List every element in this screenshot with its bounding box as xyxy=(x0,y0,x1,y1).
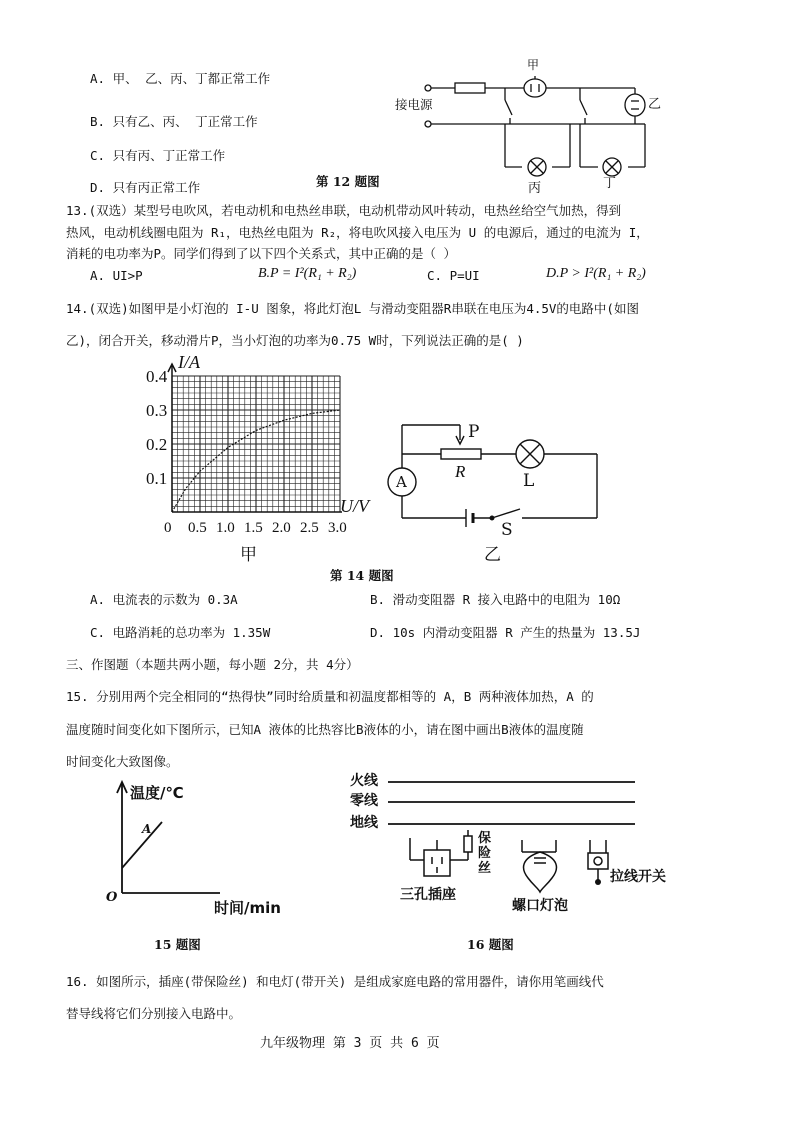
q13-option-b: B.P = I²(R₁ + R₂) xyxy=(258,266,357,281)
q16-line1: 16. 如图所示，插座(带保险丝) 和电灯(带开关) 是组成家庭电路的常用器件，请你用笔画线代 xyxy=(66,974,604,989)
q14-circuit-R: R xyxy=(455,462,466,481)
q12-caption: 第 12 题图 xyxy=(316,174,380,189)
q16-switch-label: 拉线开关 xyxy=(610,869,666,885)
q15-graph-origin: O xyxy=(106,890,118,905)
x-tick-label: 3.0 xyxy=(328,520,347,536)
q13-line1: 13.(双选）某型号电吹风，若电动机和电热丝串联，电动机带动风叶转动，电热丝给空气加热，得到 xyxy=(66,203,622,218)
x-tick-label: 1.0 xyxy=(216,520,235,536)
x-tick-label: 0 xyxy=(164,520,172,536)
q16-line2: 替导线将它们分别接入电路中。 xyxy=(66,1006,242,1021)
y-tick-label: 0.4 xyxy=(146,367,168,386)
q14-graph-ylabel: I/A xyxy=(178,352,200,372)
x-tick-label: 2.5 xyxy=(300,520,319,536)
q14-option-d: D. 10s 内滑动变阻器 R 产生的热量为 13.5J xyxy=(370,625,641,640)
q13-option-a: A. UI>P xyxy=(90,268,143,283)
q12-label-ding: 丁 xyxy=(603,176,617,191)
q15-line3: 时间变化大致图像。 xyxy=(66,754,179,769)
x-tick-label: 1.5 xyxy=(244,520,263,536)
q12-option-b: B. 只有乙、丙、 丁正常工作 xyxy=(90,114,258,129)
q15-line2: 温度随时间变化如下图所示，已知A 液体的比热容比B液体的小，请在图中画出B液体的温度随 xyxy=(66,722,584,737)
q12-option-c: C. 只有丙、丁正常工作 xyxy=(90,148,226,163)
q14-circuit-L: L xyxy=(523,471,535,491)
q14-line2: 乙)，闭合开关，移动滑片P，当小灯泡的功率为0.75 W时，下列说法正确的是( ) xyxy=(66,333,524,348)
q12-label-jia: 甲 xyxy=(527,58,540,72)
q16-fuse-label: 保险丝 xyxy=(478,831,492,876)
q15-caption: 15 题图 xyxy=(154,937,201,952)
x-tick-label: 2.0 xyxy=(272,520,291,536)
q14-option-c: C. 电路消耗的总功率为 1.35W xyxy=(90,625,271,640)
q14-graph-xlabel: U/V xyxy=(340,496,369,516)
q15-line1: 15. 分别用两个完全相同的“热得快”同时给质量和初温度都相等的 A，B 两种液体加热，A 的 xyxy=(66,689,594,704)
q16-ground-wire-label: 地线 xyxy=(350,815,378,831)
q12-label-source: 接电源 xyxy=(395,97,433,112)
section3-heading: 三、作图题（本题共两小题，每小题 2分，共 4分） xyxy=(66,657,359,672)
q14-option-a: A. 电流表的示数为 0.3A xyxy=(90,592,238,607)
q15-graph-xlabel: 时间/min xyxy=(214,899,281,917)
q14-circuit-A: A xyxy=(396,473,407,491)
q12-label-bing: 丙 xyxy=(528,181,542,196)
q13-line3: 消耗的电功率为P。同学们得到了以下四个关系式，其中正确的是（ ） xyxy=(66,246,457,261)
q14-circuit-S: S xyxy=(501,520,513,540)
y-tick-label: 0.1 xyxy=(146,469,168,488)
q16-bulb-label: 螺口灯泡 xyxy=(512,898,568,914)
page-footer: 九年级物理 第 3 页 共 6 页 xyxy=(260,1036,440,1051)
y-tick-label: 0.3 xyxy=(146,401,168,420)
q12-option-a: A. 甲、 乙、丙、丁都正常工作 xyxy=(90,71,271,86)
y-tick-label: 0.2 xyxy=(146,435,168,454)
q15-graph-curve-label: A xyxy=(142,822,152,836)
q16-live-wire-label: 火线 xyxy=(350,773,378,789)
q16-socket-label: 三孔插座 xyxy=(400,887,456,903)
q14-option-b: B. 滑动变阻器 R 接入电路中的电阻为 10Ω xyxy=(370,592,621,607)
q14-graph-sub: 甲 xyxy=(240,545,257,565)
q13-option-c: C. P=UI xyxy=(427,268,480,283)
q14-line1: 14.(双选)如图甲是小灯泡的 I-U 图象，将此灯泡L 与滑动变阻器R串联在电压为4.5V的电路中(如图 xyxy=(66,301,639,316)
q12-label-yi: 乙 xyxy=(648,97,662,112)
x-tick-label: 0.5 xyxy=(188,520,207,536)
q15-graph-ylabel: 温度/℃ xyxy=(130,784,184,802)
q16-caption: 16 题图 xyxy=(467,937,514,952)
q14-circuit-P: P xyxy=(468,422,480,442)
q16-neutral-wire-label: 零线 xyxy=(350,793,378,809)
q13-line2: 热风，电动机线圈电阻为 R₁，电热丝电阻为 R₂，将电吹风接入电压为 U 的电源后，通过的电流为 I， xyxy=(66,225,649,240)
q14-caption: 第 14 题图 xyxy=(330,568,394,583)
q12-option-d: D. 只有丙正常工作 xyxy=(90,180,201,195)
q13-option-d: D.P > I²(R₁ + R₂) xyxy=(546,266,646,281)
q14-circuit-sub: 乙 xyxy=(484,545,501,565)
